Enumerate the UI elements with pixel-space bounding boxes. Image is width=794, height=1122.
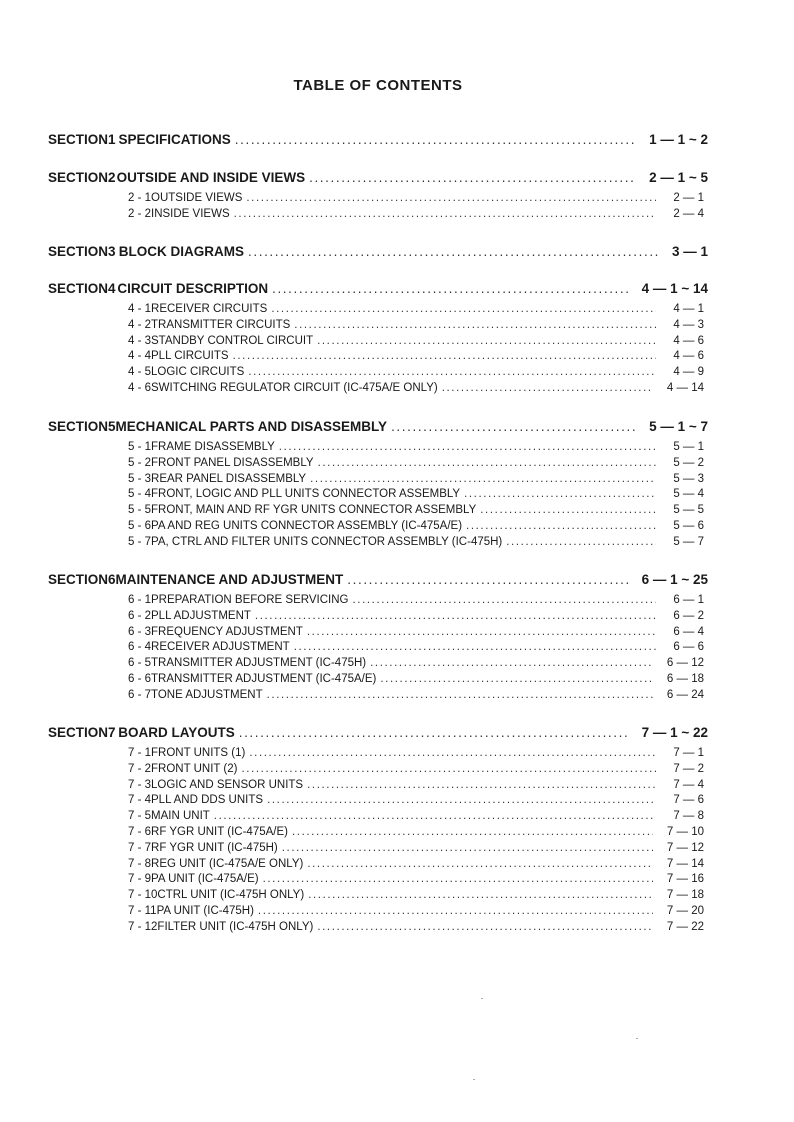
section-label: SECTION bbox=[48, 572, 109, 587]
toc-entry bbox=[128, 350, 704, 365]
entry-page: 7 — 14 bbox=[666, 857, 704, 870]
entry-page: 6 — 6 bbox=[673, 641, 704, 654]
entry-title: LOGIC AND SENSOR UNITS bbox=[151, 778, 304, 791]
section-page-range: 2 — 1 ~ 5 bbox=[649, 170, 708, 185]
toc-entry bbox=[128, 303, 704, 318]
toc-entry bbox=[128, 921, 704, 936]
entry-page: 6 — 12 bbox=[666, 657, 704, 670]
dot-leader bbox=[317, 921, 653, 933]
entry-number: 7 - 8 bbox=[128, 857, 152, 870]
entry-number: 7 - 11 bbox=[128, 905, 157, 917]
section-page-range: 4 — 1 ~ 14 bbox=[641, 281, 708, 296]
entry-title: PLL CIRCUITS bbox=[151, 350, 229, 363]
entry-title: FREQUENCY ADJUSTMENT bbox=[151, 625, 303, 638]
section-number: 6 bbox=[108, 572, 116, 587]
entry-title: REAR PANEL DISASSEMBLY bbox=[151, 472, 307, 485]
section-page-range: 1 — 1 ~ 2 bbox=[649, 132, 708, 147]
toc-entry bbox=[128, 810, 704, 825]
entry-number: 5 - 5 bbox=[128, 504, 152, 517]
entry-page: 4 — 9 bbox=[673, 366, 704, 379]
entry-number: 6 - 1 bbox=[128, 594, 152, 606]
entry-number: 4 - 6 bbox=[128, 382, 152, 394]
dot-leader bbox=[292, 826, 653, 838]
entry-page: 5 — 7 bbox=[673, 535, 704, 548]
section-number: 2 bbox=[108, 170, 116, 185]
section-heading bbox=[48, 725, 708, 740]
entry-title: PA UNIT (IC-475H) bbox=[156, 905, 254, 917]
entry-number: 7 - 1 bbox=[128, 747, 152, 759]
section-heading bbox=[48, 132, 708, 147]
toc-entry bbox=[128, 594, 704, 609]
entry-number: 2 - 2 bbox=[128, 207, 152, 220]
entry-page: 7 — 1 bbox=[673, 747, 704, 759]
entry-page: 7 — 6 bbox=[673, 794, 704, 807]
entry-title: INSIDE VIEWS bbox=[151, 207, 230, 220]
entry-title: LOGIC CIRCUITS bbox=[151, 366, 245, 379]
entry-page: 7 — 10 bbox=[666, 826, 704, 838]
dot-leader bbox=[352, 594, 656, 606]
toc-entry bbox=[128, 520, 704, 535]
entry-title: OUTSIDE VIEWS bbox=[151, 192, 243, 204]
toc-entry bbox=[128, 441, 704, 456]
entry-title: CTRL UNIT (IC-475H ONLY) bbox=[157, 889, 305, 902]
dot-leader bbox=[380, 673, 653, 685]
toc-entry bbox=[128, 689, 704, 704]
entry-number: 6 - 3 bbox=[128, 625, 152, 638]
section-label: SECTION bbox=[48, 725, 109, 740]
entry-number: 7 - 10 bbox=[128, 889, 158, 902]
entry-title: TRANSMITTER CIRCUITS bbox=[151, 318, 291, 331]
dot-leader bbox=[248, 244, 658, 259]
toc-entry bbox=[128, 457, 704, 472]
dot-leader bbox=[506, 536, 656, 548]
section-title: MECHANICAL PARTS AND DISASSEMBLY bbox=[115, 419, 388, 434]
toc-entry bbox=[128, 319, 704, 334]
section-title: MAINTENANCE AND ADJUSTMENT bbox=[115, 572, 344, 587]
entry-page: 6 — 24 bbox=[666, 688, 704, 701]
dot-leader bbox=[370, 657, 653, 669]
scan-speck bbox=[481, 998, 483, 999]
toc-entry bbox=[128, 382, 704, 397]
entry-number: 4 - 2 bbox=[128, 318, 152, 331]
dot-leader bbox=[308, 889, 653, 901]
entry-number: 4 - 3 bbox=[128, 334, 152, 347]
section-title: CIRCUIT DESCRIPTION bbox=[117, 281, 269, 296]
dot-leader bbox=[318, 457, 656, 469]
entry-page: 6 — 1 bbox=[673, 594, 704, 606]
dot-leader bbox=[248, 366, 656, 378]
dot-leader bbox=[442, 382, 653, 394]
entry-page: 6 — 18 bbox=[666, 673, 704, 685]
entry-title: PA AND REG UNITS CONNECTOR ASSEMBLY (IC-475A/E) bbox=[151, 520, 463, 532]
entry-title: PA UNIT (IC-475A/E) bbox=[151, 873, 259, 886]
entry-title: FRONT PANEL DISASSEMBLY bbox=[151, 456, 314, 469]
section-page-range: 6 — 1 ~ 25 bbox=[641, 572, 708, 587]
entry-page: 5 — 4 bbox=[673, 488, 704, 501]
entry-title: REG UNIT (IC-475A/E ONLY) bbox=[151, 857, 304, 870]
dot-leader bbox=[310, 473, 656, 485]
dot-leader bbox=[234, 208, 656, 220]
page-title: TABLE OF CONTENTS bbox=[293, 77, 463, 94]
toc-entry bbox=[128, 641, 704, 656]
section-label: SECTION bbox=[48, 244, 109, 259]
dot-leader bbox=[317, 335, 656, 347]
entry-page: 5 — 6 bbox=[673, 520, 704, 532]
toc-entry bbox=[128, 779, 704, 794]
toc-entry bbox=[128, 747, 704, 762]
entry-page: 5 — 2 bbox=[673, 456, 704, 469]
dot-leader bbox=[309, 170, 635, 185]
entry-title: PLL ADJUSTMENT bbox=[151, 609, 251, 622]
entry-number: 6 - 5 bbox=[128, 657, 152, 670]
entry-number: 4 - 4 bbox=[128, 350, 152, 363]
entry-number: 6 - 7 bbox=[128, 688, 152, 701]
entry-number: 6 - 2 bbox=[128, 609, 152, 622]
entry-number: 4 - 1 bbox=[128, 303, 152, 315]
dot-leader bbox=[214, 810, 656, 822]
dot-leader bbox=[464, 488, 656, 500]
dot-leader bbox=[307, 858, 653, 870]
entry-number: 7 - 6 bbox=[128, 826, 152, 838]
dot-leader bbox=[272, 281, 627, 296]
toc-entry bbox=[128, 488, 704, 503]
entry-title: PREPARATION BEFORE SERVICING bbox=[151, 594, 349, 606]
entry-page: 6 — 4 bbox=[673, 625, 704, 638]
entry-page: 7 — 8 bbox=[673, 810, 704, 823]
dot-leader bbox=[258, 905, 653, 917]
dot-leader bbox=[241, 763, 656, 775]
entry-number: 5 - 2 bbox=[128, 456, 152, 469]
entry-title: TONE ADJUSTMENT bbox=[151, 688, 263, 701]
dot-leader bbox=[255, 610, 656, 622]
entry-number: 7 - 9 bbox=[128, 873, 152, 886]
dot-leader bbox=[294, 641, 656, 653]
section-label: SECTION bbox=[48, 170, 109, 185]
section-title: BOARD LAYOUTS bbox=[118, 725, 235, 740]
toc-entry bbox=[128, 858, 704, 873]
dot-leader bbox=[263, 873, 653, 885]
toc-entry bbox=[128, 842, 704, 857]
dot-leader bbox=[246, 192, 656, 204]
entry-page: 5 — 5 bbox=[673, 504, 704, 517]
section-title: SPECIFICATIONS bbox=[118, 132, 231, 147]
entry-number: 6 - 4 bbox=[128, 641, 152, 654]
toc-entry bbox=[128, 889, 704, 904]
section-page-range: 5 — 1 ~ 7 bbox=[649, 419, 708, 434]
entry-number: 5 - 7 bbox=[128, 535, 152, 548]
dot-leader bbox=[267, 794, 656, 806]
entry-page: 5 — 3 bbox=[673, 472, 704, 485]
scan-speck bbox=[636, 1038, 638, 1039]
entry-title: TRANSMITTER ADJUSTMENT (IC-475H) bbox=[151, 657, 367, 670]
dot-leader bbox=[267, 689, 653, 701]
section-label: SECTION bbox=[48, 132, 109, 147]
section-page-range: 7 — 1 ~ 22 bbox=[641, 725, 708, 740]
entry-page: 2 — 4 bbox=[673, 207, 704, 220]
entry-title: PA, CTRL AND FILTER UNITS CONNECTOR ASSEMBLY (IC-475H) bbox=[151, 535, 503, 548]
dot-leader bbox=[235, 132, 635, 147]
entry-number: 7 - 5 bbox=[128, 810, 152, 823]
entry-number: 4 - 5 bbox=[128, 366, 152, 379]
entry-page: 4 — 6 bbox=[673, 350, 704, 363]
section-page-range: 3 — 1 bbox=[671, 244, 708, 259]
section-number: 1 bbox=[108, 132, 116, 147]
section-number: 7 bbox=[108, 725, 116, 740]
toc-entry bbox=[128, 657, 704, 672]
toc-entry bbox=[128, 504, 704, 519]
entry-page: 7 — 18 bbox=[666, 889, 704, 902]
section-title: OUTSIDE AND INSIDE VIEWS bbox=[116, 170, 306, 185]
toc-entry bbox=[128, 673, 704, 688]
dot-leader bbox=[347, 572, 627, 587]
entry-page: 2 — 1 bbox=[673, 192, 704, 204]
dot-leader bbox=[249, 747, 656, 759]
dot-leader bbox=[466, 520, 656, 532]
entry-page: 7 — 2 bbox=[673, 762, 704, 775]
dot-leader bbox=[307, 626, 656, 638]
entry-number: 5 - 6 bbox=[128, 520, 152, 532]
entry-number: 7 - 4 bbox=[128, 794, 152, 807]
entry-number: 5 - 3 bbox=[128, 472, 152, 485]
toc-entry bbox=[128, 610, 704, 625]
entry-number: 7 - 2 bbox=[128, 762, 152, 775]
entry-title: FILTER UNIT (IC-475H ONLY) bbox=[157, 920, 314, 933]
entry-number: 7 - 3 bbox=[128, 778, 152, 791]
entry-title: RF YGR UNIT (IC-475H) bbox=[151, 841, 278, 854]
toc-entry bbox=[128, 335, 704, 350]
dot-leader bbox=[233, 350, 656, 362]
dot-leader bbox=[271, 303, 656, 315]
section-number: 5 bbox=[108, 419, 116, 434]
toc-entry bbox=[128, 473, 704, 488]
entry-title: MAIN UNIT bbox=[151, 810, 210, 823]
toc-entry bbox=[128, 763, 704, 778]
dot-leader bbox=[279, 441, 656, 453]
entry-title: FRONT UNITS (1) bbox=[151, 747, 246, 759]
section-number: 4 bbox=[108, 281, 116, 296]
section-label: SECTION bbox=[48, 419, 109, 434]
entry-page: 5 — 1 bbox=[673, 441, 704, 453]
entry-title: PLL AND DDS UNITS bbox=[151, 794, 264, 807]
toc-entry bbox=[128, 826, 704, 841]
dot-leader bbox=[307, 779, 656, 791]
section-heading bbox=[48, 281, 708, 296]
toc-entry bbox=[128, 873, 704, 888]
section-number: 3 bbox=[108, 244, 116, 259]
entry-page: 4 — 6 bbox=[673, 334, 704, 347]
entry-number: 6 - 6 bbox=[128, 673, 152, 685]
toc-entry bbox=[128, 905, 704, 920]
entry-page: 7 — 4 bbox=[673, 778, 704, 791]
dot-leader bbox=[294, 319, 656, 331]
toc-entry bbox=[128, 536, 704, 551]
entry-page: 7 — 16 bbox=[666, 873, 704, 886]
entry-number: 7 - 12 bbox=[128, 920, 158, 933]
toc-entry bbox=[128, 208, 704, 223]
entry-title: RECEIVER ADJUSTMENT bbox=[151, 641, 290, 654]
toc-entry bbox=[128, 192, 704, 207]
dot-leader bbox=[282, 842, 653, 854]
section-heading bbox=[48, 572, 708, 587]
dot-leader bbox=[391, 419, 635, 434]
entry-title: RECEIVER CIRCUITS bbox=[151, 303, 268, 315]
entry-page: 7 — 20 bbox=[666, 905, 704, 917]
entry-page: 4 — 1 bbox=[673, 303, 704, 315]
entry-title: RF YGR UNIT (IC-475A/E) bbox=[151, 826, 288, 838]
toc-entry bbox=[128, 794, 704, 809]
section-heading bbox=[48, 244, 708, 259]
entry-number: 7 - 7 bbox=[128, 841, 152, 854]
entry-number: 5 - 4 bbox=[128, 488, 152, 501]
entry-page: 6 — 2 bbox=[673, 609, 704, 622]
entry-number: 5 - 1 bbox=[128, 441, 152, 453]
entry-title: FRONT UNIT (2) bbox=[151, 762, 238, 775]
dot-leader bbox=[239, 725, 628, 740]
entry-title: FRONT, LOGIC AND PLL UNITS CONNECTOR ASSEMBLY bbox=[151, 488, 461, 501]
entry-page: 7 — 22 bbox=[666, 920, 704, 933]
entry-title: SWITCHING REGULATOR CIRCUIT (IC-475A/E ONLY) bbox=[151, 382, 438, 394]
entry-number: 2 - 1 bbox=[128, 192, 152, 204]
entry-page: 4 — 14 bbox=[666, 382, 704, 394]
dot-leader bbox=[480, 504, 656, 516]
section-heading bbox=[48, 419, 708, 434]
entry-title: TRANSMITTER ADJUSTMENT (IC-475A/E) bbox=[151, 673, 377, 685]
entry-title: FRAME DISASSEMBLY bbox=[151, 441, 275, 453]
toc-entry bbox=[128, 366, 704, 381]
section-label: SECTION bbox=[48, 281, 109, 296]
section-title: BLOCK DIAGRAMS bbox=[118, 244, 245, 259]
entry-page: 7 — 12 bbox=[666, 841, 704, 854]
toc-entry bbox=[128, 626, 704, 641]
entry-title: STANDBY CONTROL CIRCUIT bbox=[151, 334, 314, 347]
section-heading bbox=[48, 170, 708, 185]
entry-page: 4 — 3 bbox=[673, 318, 704, 331]
entry-title: FRONT, MAIN AND RF YGR UNITS CONNECTOR ASSEMBLY bbox=[151, 504, 477, 517]
scan-speck bbox=[473, 1079, 475, 1080]
